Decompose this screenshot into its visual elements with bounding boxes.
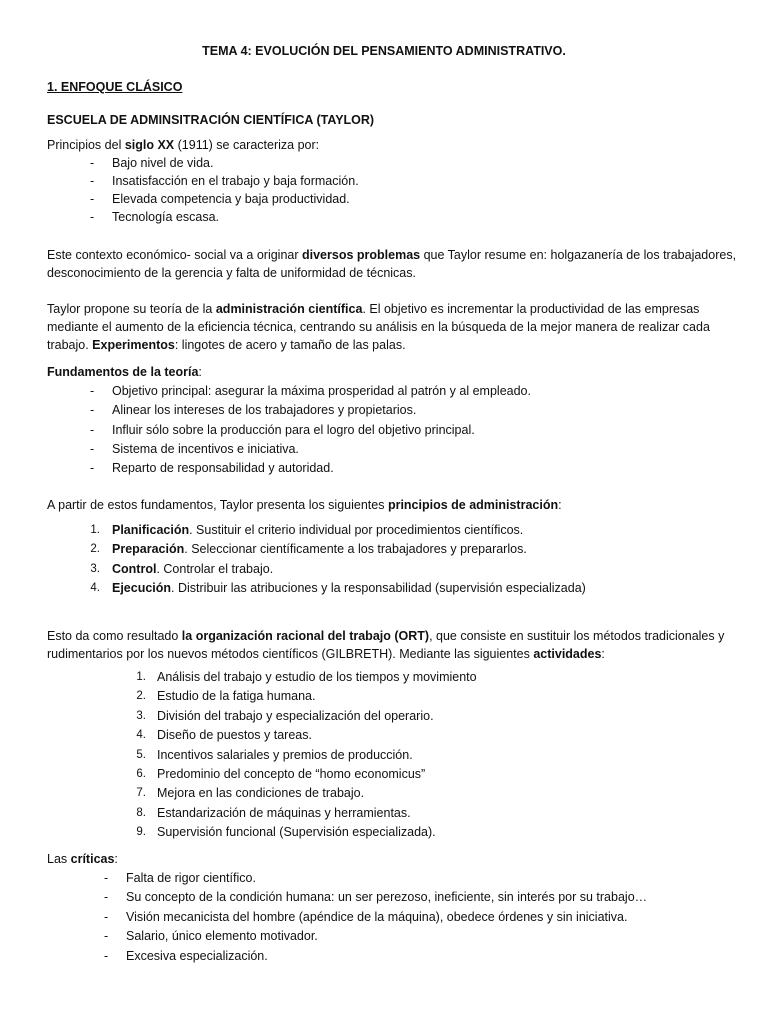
principle-text: . Distribuir las atribuciones y la responsabilidad (supervisión especializada) (171, 581, 586, 595)
list-item: Estandarización de máquinas y herramientas. (157, 806, 411, 820)
criticism-pre: Las (47, 852, 71, 866)
list-item: Insatisfacción en el trabajo y baja formación. (112, 174, 359, 188)
list-dash: - (104, 949, 109, 963)
list-dash: - (90, 461, 95, 475)
list-number: 6. (136, 768, 146, 780)
list-item: Tecnología escasa. (112, 210, 220, 224)
list-number: 3. (90, 563, 100, 575)
school-heading: ESCUELA DE ADMINSITRACIÓN CIENTÍFICA (TAYLOR) (47, 113, 375, 127)
list-item: Visión mecanicista del hombre (apéndice de la máquina), obedece órdenes y sin iniciativa. (126, 910, 628, 924)
principles-intro-post: : (558, 498, 562, 512)
list-number: 2. (90, 543, 100, 555)
principle-name: Ejecución (112, 581, 172, 595)
list-item: Reparto de responsabilidad y autoridad. (112, 461, 334, 475)
fundamentals-heading (47, 365, 202, 379)
fundamentals-colon: : (198, 365, 202, 379)
result-bold: la organización racional del trabajo (ORT) (181, 629, 430, 643)
intro-post: (1911) se caracteriza por: (174, 138, 320, 152)
principles-intro-pre: A partir de estos fundamentos, Taylor presenta los siguientes (47, 498, 388, 512)
proposal-paragraph (47, 300, 737, 354)
list-item: Influir sólo sobre la producción para el logro del objetivo principal. (112, 423, 475, 437)
criticism-bold: críticas (70, 852, 115, 866)
principle-name: Planificación (112, 523, 190, 537)
list-item (112, 581, 586, 595)
list-number: 2. (136, 690, 146, 702)
result-mid: , que consiste en sustituir los métodos tradicionales y rudimentarios por los nuevos métodos científicos (GILBRETH). Mediante las siguientes (47, 629, 725, 661)
list-dash: - (90, 384, 95, 398)
result-post: : (601, 647, 605, 661)
list-item: División del trabajo y especialización del operario. (157, 709, 434, 723)
criticism-post: : (114, 852, 118, 866)
list-item (112, 542, 527, 556)
principle-name: Control (112, 562, 157, 576)
list-number: 5. (136, 749, 146, 761)
proposal-post: : lingotes de acero y tamaño de las palas. (174, 338, 406, 352)
section-heading: 1. ENFOQUE CLÁSICO (47, 80, 183, 94)
intro-line (47, 138, 319, 152)
criticism-heading (47, 852, 118, 866)
list-number: 1. (90, 524, 100, 536)
list-dash: - (104, 871, 109, 885)
list-item: Predominio del concepto de “homo economicus” (157, 767, 426, 781)
principles-intro (47, 498, 562, 512)
list-item: Mejora en las condiciones de trabajo. (157, 786, 365, 800)
list-item: Supervisión funcional (Supervisión especializada). (157, 825, 436, 839)
context-bold: diversos problemas (302, 248, 421, 262)
intro-bold: siglo XX (124, 138, 175, 152)
result-paragraph (47, 627, 747, 663)
list-item: Bajo nivel de vida. (112, 156, 214, 170)
principle-text: . Controlar el trabajo. (156, 562, 274, 576)
list-number: 9. (136, 826, 146, 838)
list-dash: - (90, 174, 95, 188)
context-paragraph (47, 246, 737, 282)
list-number: 7. (136, 787, 146, 799)
list-number: 4. (136, 729, 146, 741)
list-dash: - (90, 192, 95, 206)
list-item: Sistema de incentivos e iniciativa. (112, 442, 299, 456)
list-item: Estudio de la fatiga humana. (157, 689, 316, 703)
list-item (112, 562, 273, 576)
proposal-pre: Taylor propone su teoría de la (47, 302, 216, 316)
result-pre: Esto da como resultado (47, 629, 182, 643)
proposal-bold2: Experimentos (92, 338, 175, 352)
list-item (112, 523, 523, 537)
list-dash: - (104, 890, 109, 904)
principle-text: . Sustituir el criterio individual por procedimientos científicos. (189, 523, 524, 537)
fundamentals-heading-text: Fundamentos de la teoría (47, 365, 199, 379)
list-item: Incentivos salariales y premios de producción. (157, 748, 413, 762)
principles-intro-bold: principios de administración (387, 498, 559, 512)
list-number: 8. (136, 807, 146, 819)
proposal-mid: . El objetivo es incrementar la productividad de las empresas mediante el aumento de la eficiencia técnica, centrando su análisis en la búsqueda de la mejor manera de realizar cada trabajo. (47, 302, 710, 352)
list-item: Falta de rigor científico. (126, 871, 256, 885)
context-post: que Taylor resume en: holgazanería de los trabajadores, desconocimiento de la gerencia y falta de uniformidad de técnicas. (47, 248, 737, 280)
list-item: Alinear los intereses de los trabajadores y propietarios. (112, 403, 417, 417)
list-dash: - (104, 910, 109, 924)
list-number: 3. (136, 710, 146, 722)
list-dash: - (90, 403, 95, 417)
intro-pre: Principios del (47, 138, 125, 152)
list-dash: - (104, 929, 109, 943)
list-dash: - (90, 156, 95, 170)
context-pre: Este contexto económico- social va a originar (47, 248, 302, 262)
proposal-bold: administración científica (215, 302, 363, 316)
list-dash: - (90, 210, 95, 224)
list-dash: - (90, 423, 95, 437)
list-dash: - (90, 442, 95, 456)
list-item: Diseño de puestos y tareas. (157, 728, 312, 742)
document-title: TEMA 4: EVOLUCIÓN DEL PENSAMIENTO ADMINISTRATIVO. (202, 44, 566, 58)
list-item: Salario, único elemento motivador. (126, 929, 318, 943)
list-item: Su concepto de la condición humana: un ser perezoso, ineficiente, sin interés por su trabajo… (126, 890, 648, 904)
result-bold2: actividades (533, 647, 602, 661)
list-item: Excesiva especialización. (126, 949, 268, 963)
list-item: Objetivo principal: asegurar la máxima prosperidad al patrón y al empleado. (112, 384, 531, 398)
principle-name: Preparación (112, 542, 185, 556)
principle-text: . Seleccionar científicamente a los trabajadores y prepararlos. (184, 542, 527, 556)
list-item: Análisis del trabajo y estudio de los tiempos y movimiento (157, 670, 477, 684)
list-item: Elevada competencia y baja productividad. (112, 192, 350, 206)
list-number: 4. (90, 582, 100, 594)
list-number: 1. (136, 671, 146, 683)
